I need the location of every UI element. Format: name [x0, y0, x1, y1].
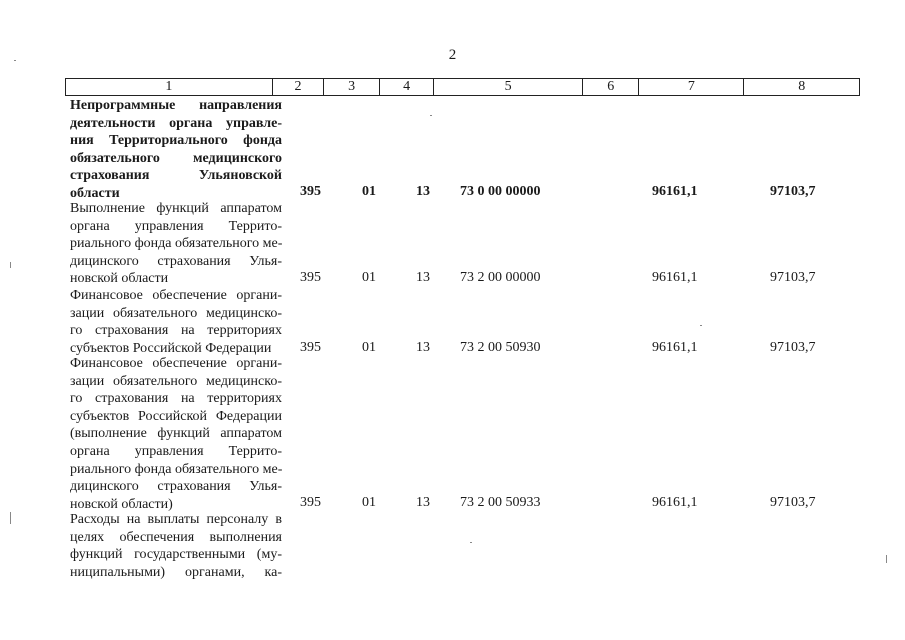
text-line: Непрограммные направления [70, 98, 282, 113]
scan-speck [10, 512, 11, 524]
table-row-description [70, 511, 282, 581]
cell-col-7: 96161,1 [652, 270, 698, 285]
text-line: дицинского страхования Улья- [70, 479, 282, 495]
cell-col-5: 73 0 00 00000 [460, 184, 541, 199]
cell-col-5: 73 2 00 50930 [460, 340, 541, 355]
cell-col-5: 73 2 00 00000 [460, 270, 541, 285]
text-line: дицинского страхования Улья- [70, 253, 282, 269]
text-line: деятельности органа управле- [70, 115, 282, 131]
cell-col-2: 395 [300, 184, 321, 199]
cell-col-2: 395 [300, 340, 321, 355]
header-col-3: 3 [324, 79, 380, 95]
text-line: целях обеспечения выполнения [70, 529, 282, 545]
text-line: Расходы на выплаты персоналу в [70, 512, 282, 527]
cell-col-4: 13 [416, 340, 430, 355]
text-line: субъектов Российской Федерации [70, 340, 272, 356]
scan-speck [886, 555, 887, 563]
cell-col-2: 395 [300, 495, 321, 510]
cell-col-3: 01 [362, 495, 376, 510]
text-line: органа управления Террито- [70, 443, 282, 459]
cell-col-8: 97103,7 [770, 184, 816, 199]
cell-col-3: 01 [362, 340, 376, 355]
table-row-description [70, 200, 282, 288]
text-line: го страхования на территориях [70, 391, 282, 407]
text-line: Финансовое обеспечение органи- [70, 288, 282, 303]
text-line: риального фонда обязательного ме- [70, 236, 283, 252]
text-line: ниципальными) органами, ка- [70, 564, 282, 580]
cell-col-3: 01 [362, 184, 376, 199]
cell-col-8: 97103,7 [770, 270, 816, 285]
cell-col-4: 13 [416, 270, 430, 285]
text-line: Выполнение функций аппаратом [70, 201, 282, 216]
header-col-6: 6 [583, 79, 639, 95]
text-line: органа управления Террито- [70, 218, 282, 234]
text-line: области [70, 185, 120, 201]
cell-col-5: 73 2 00 50933 [460, 495, 541, 510]
header-col-4: 4 [380, 79, 434, 95]
header-col-5: 5 [434, 79, 583, 95]
text-line: субъектов Российской Федерации [70, 408, 282, 424]
text-line: страхования Ульяновской [70, 168, 282, 184]
text-line: зации обязательного медицинско- [70, 305, 282, 321]
text-line: новской области) [70, 496, 173, 512]
cell-col-8: 97103,7 [770, 495, 816, 510]
table-header-row [65, 78, 860, 96]
table-row-description [70, 355, 282, 513]
cell-col-3: 01 [362, 270, 376, 285]
scan-speck [470, 542, 472, 543]
header-col-2: 2 [273, 79, 324, 95]
cell-col-7: 96161,1 [652, 184, 698, 199]
text-line: функций государственными (му- [70, 547, 282, 563]
scan-speck [700, 325, 702, 326]
header-col-7: 7 [639, 79, 744, 95]
page-number: 2 [448, 47, 457, 63]
table-row-description [70, 97, 282, 203]
header-col-1: 1 [66, 79, 273, 95]
scan-speck [14, 60, 16, 61]
text-line: Финансовое обеспечение органи- [70, 356, 282, 371]
text-line: обязательного медицинского [70, 150, 282, 166]
scan-speck [430, 115, 432, 116]
header-col-8: 8 [798, 79, 806, 94]
text-line: новской области [70, 271, 169, 287]
cell-col-8: 97103,7 [770, 340, 816, 355]
cell-col-7: 96161,1 [652, 495, 698, 510]
scan-speck [10, 262, 11, 268]
cell-col-4: 13 [416, 495, 430, 510]
text-line: ния Территориального фонда [70, 133, 282, 149]
text-line: риального фонда обязательного ме- [70, 461, 283, 477]
text-line: го страхования на территориях [70, 323, 282, 339]
text-line: зации обязательного медицинско- [70, 373, 282, 389]
cell-col-2: 395 [300, 270, 321, 285]
text-line: (выполнение функций аппаратом [70, 426, 282, 442]
cell-col-4: 13 [416, 184, 430, 199]
table-row-description [70, 287, 282, 357]
cell-col-7: 96161,1 [652, 340, 698, 355]
